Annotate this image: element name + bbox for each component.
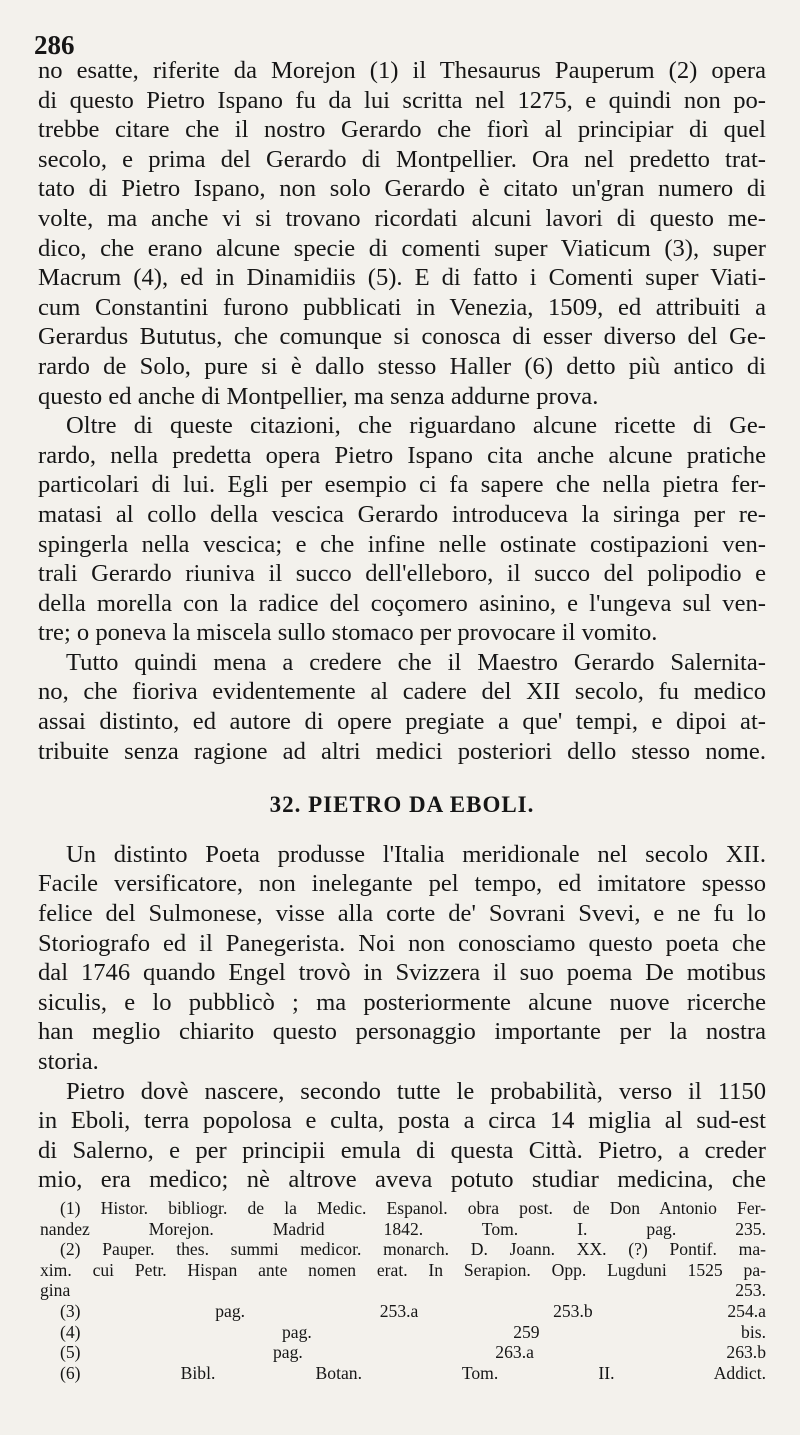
main-text xyxy=(38,56,766,1195)
text-line: no esatte, riferite da Morejon (1) il Thesaurus Pauperum (2) opera xyxy=(38,57,766,84)
footnote-line: (1) Histor. bibliogr. de la Medic. Espanol. obra post. de Don Antonio Fer- xyxy=(60,1198,766,1218)
text-line: trali Gerardo riuniva il succo dell'elleboro, il succo del polipodio e xyxy=(38,560,766,588)
text-line: questo ed anche di Montpellier, ma senza addurne prova. xyxy=(38,382,599,410)
text-line: tre; o poneva la miscela sullo stomaco per provocare il vomito. xyxy=(38,619,658,647)
text-line: della morella con la radice del coçomero asinino, e l'ungeva sul ven- xyxy=(38,589,766,617)
footnote-line: (4) pag. 259 bis. xyxy=(60,1321,766,1342)
text-line: di Salerno, e per principii emula di questa Città. Pietro, a creder xyxy=(38,1136,766,1164)
text-line: mio, era medico; nè altrove aveva potuto studiar medicina, che xyxy=(38,1166,766,1194)
text-line: secolo, e prima del Gerardo di Montpellier. Ora nel predetto trat- xyxy=(38,145,766,173)
text-line: Tutto quindi mena a credere che il Maestro Gerardo Salernita- xyxy=(66,648,766,676)
text-line: trebbe citare che il nostro Gerardo che fiorì al principiar di quel xyxy=(38,116,766,144)
text-line: in Eboli, terra popolosa e culta, posta a circa 14 miglia al sud-est xyxy=(38,1107,766,1135)
text-line: di questo Pietro Ispano fu da lui scritta nel 1275, e quindi non po- xyxy=(38,86,766,114)
text-line: rardo de Solo, pure si è dallo stesso Haller (6) detto più antico di xyxy=(38,352,766,380)
page-number: 286 xyxy=(34,30,75,60)
text-line: Macrum (4), ed in Dinamidiis (5). E di fatto i Comenti super Viati- xyxy=(38,264,766,292)
text-line: cum Constantini furono pubblicati in Venezia, 1509, ed attribuiti a xyxy=(38,293,766,321)
footnote-line: (3) pag. 253.a 253.b 254.a xyxy=(60,1300,766,1321)
text-line: siculis, e lo pubblicò ; ma posteriormente alcune nuove ricerche xyxy=(38,988,766,1016)
text-line: storia. xyxy=(38,1048,99,1075)
section-heading: 32. PIETRO DA EBOLI. xyxy=(269,792,535,818)
text-line: dico, che erano alcune specie di comenti super Viaticum (3), super xyxy=(38,234,766,262)
footnote-line: (6) Bibl. Botan. Tom. II. Addict. xyxy=(60,1362,766,1383)
text-line: tribuite senza ragione ad altri medici posteriori dello stesso nome. xyxy=(38,737,766,765)
text-line: Pietro dovè nascere, secondo tutte le probabilità, verso il 1150 xyxy=(66,1077,766,1105)
text-line: Storiografo ed il Panegerista. Noi non conosciamo questo poeta che xyxy=(38,929,766,957)
text-line: particolari di lui. Egli per esempio ci fa sapere che nella pietra fer- xyxy=(38,471,766,499)
footnotes xyxy=(40,1198,766,1383)
text-after-heading xyxy=(38,840,766,1195)
text-line: han meglio chiarito questo personaggio importante per la nostra xyxy=(38,1018,766,1046)
footnote-line: nandez Morejon. Madrid 1842. Tom. I. pag. 235. xyxy=(40,1218,766,1239)
text-line: felice del Sulmonese, visse alla corte de' Sovrani Svevi, e ne fu lo xyxy=(38,900,766,928)
text-line: Oltre di queste citazioni, che riguardano alcune ricette di Ge- xyxy=(66,412,766,440)
text-line: Gerardus Bututus, che comunque si conosca di esser diverso del Ge- xyxy=(38,323,766,351)
text-line: Facile versificatore, non inelegante pel tempo, ed imitatore spesso xyxy=(38,870,766,898)
text-line: tato di Pietro Ispano, non solo Gerardo è citato un'gran numero di xyxy=(38,175,766,203)
footnote-line: (5) pag. 263.a 263.b xyxy=(60,1342,766,1363)
text-line: no, che fioriva evidentemente al cadere del XII secolo, fu medico xyxy=(38,678,766,706)
footnote-line: (2) Pauper. thes. summi medicor. monarch. D. Joann. XX. (?) Pontif. ma- xyxy=(60,1239,766,1260)
text-line: dal 1746 quando Engel trovò in Svizzera il suo poema De motibus xyxy=(38,959,766,987)
text-line: matasi al collo della vescica Gerardo introduceva la siringa per re- xyxy=(38,500,766,528)
text-line: rardo, nella predetta opera Pietro Ispano cita anche alcune pratiche xyxy=(38,441,766,469)
text-line: volte, ma anche vi si trovano ricordati alcuni lavori di questo me- xyxy=(38,204,766,232)
text-line: assai distinto, ed autore di opere pregiate a que' tempi, e dipoi at- xyxy=(38,708,766,736)
text-line: spingerla nella vescica; e che infine nelle ostinate costipazioni ven- xyxy=(38,530,766,558)
text-before-heading xyxy=(38,56,766,766)
text-line: Un distinto Poeta produsse l'Italia meridionale nel secolo XII. xyxy=(66,840,766,868)
footnote-line: xim. cui Petr. Hispan ante nomen erat. In Serapion. Opp. Lugduni 1525 pa- xyxy=(40,1259,766,1280)
footnote-line: gina 253. xyxy=(40,1280,766,1301)
